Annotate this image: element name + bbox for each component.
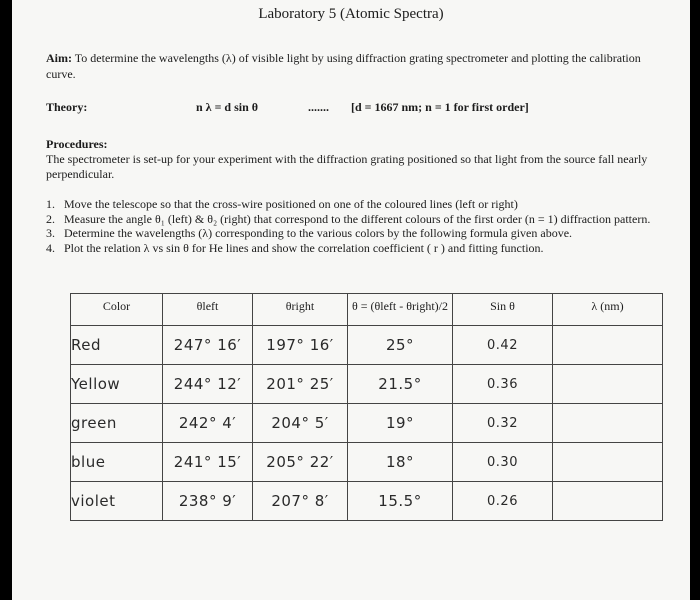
table-row bbox=[71, 482, 663, 521]
step-text: Move the telescope so that the cross-wire positioned on one of the coloured lines (left or right) bbox=[64, 197, 518, 211]
cell-theta-left: 241° 15′ bbox=[163, 443, 253, 482]
step-4: 4. Plot the relation λ vs sin θ for He lines and show the correlation coefficient ( r ) and fitting function. bbox=[46, 240, 544, 255]
cell-theta-right: 201° 25′ bbox=[253, 365, 348, 404]
step-text: Measure the angle θ₁ (left) & θ₂ (right) that correspond to the different colours of the first order (n = 1) diffraction pattern. bbox=[64, 211, 651, 226]
cell-color: blue bbox=[71, 443, 163, 482]
lab-sheet bbox=[12, 0, 690, 600]
cell-theta-right: 204° 5′ bbox=[253, 404, 348, 443]
header-theta: θ = (θleft - θright)/2 bbox=[348, 294, 453, 326]
table-row bbox=[71, 404, 663, 443]
cell-sin-theta: 0.26 bbox=[453, 482, 553, 521]
theory-note: [d = 1667 nm; n = 1 for first order] bbox=[351, 100, 529, 114]
cell-theta-left: 242° 4′ bbox=[163, 404, 253, 443]
header-lambda: λ (nm) bbox=[553, 294, 663, 326]
header-sin-theta: Sin θ bbox=[453, 294, 553, 326]
cell-color: Red bbox=[71, 326, 163, 365]
procedures-intro: The spectrometer is set-up for your experiment with the diffraction grating positioned so that light from the source fall nearly perpendicular. bbox=[46, 152, 648, 181]
cell-sin-theta: 0.32 bbox=[453, 404, 553, 443]
theory-formula: n λ = d sin θ bbox=[196, 100, 259, 114]
cell-theta-right: 207° 8′ bbox=[253, 482, 348, 521]
aim-label: Aim: bbox=[46, 51, 72, 65]
step-text: Plot the relation λ vs sin θ for He lines and show the correlation coefficient ( r ) and fitting function. bbox=[64, 240, 544, 255]
cell-theta: 15.5° bbox=[348, 482, 453, 521]
theory-dots: ....... bbox=[308, 100, 329, 114]
cell-theta-right: 205° 22′ bbox=[253, 443, 348, 482]
header-theta-right: θright bbox=[253, 294, 348, 326]
cell-lambda bbox=[553, 482, 663, 521]
cell-theta: 18° bbox=[348, 443, 453, 482]
cell-sin-theta: 0.42 bbox=[453, 326, 553, 365]
procedures-section bbox=[46, 137, 671, 182]
cell-lambda bbox=[553, 443, 663, 482]
header-theta-left: θleft bbox=[163, 294, 253, 326]
aim-text: To determine the wavelengths (λ) of visible light by using diffraction grating spectrometer and plotting the calibration curve. bbox=[46, 51, 641, 81]
step-1: 1. Move the telescope so that the cross-wire positioned on one of the coloured lines (left or right) bbox=[46, 197, 518, 211]
data-table bbox=[70, 293, 663, 521]
step-3: 3. Determine the wavelengths (λ) corresponding to the various colors by the following formula given above. bbox=[46, 226, 573, 241]
header-color: Color bbox=[71, 294, 163, 326]
cell-theta: 25° bbox=[348, 326, 453, 365]
step-text: Determine the wavelengths (λ) corresponding to the various colors by the following formula given above. bbox=[64, 226, 573, 241]
table-header-row bbox=[71, 294, 663, 326]
theory-label: Theory: bbox=[46, 100, 88, 114]
cell-theta-left: 244° 12′ bbox=[163, 365, 253, 404]
cell-lambda bbox=[553, 365, 663, 404]
cell-theta-left: 247° 16′ bbox=[163, 326, 253, 365]
step-2: 2. Measure the angle θ₁ (left) & θ₂ (right) that correspond to the different colours of the first order (n = 1) diffraction pattern. bbox=[46, 211, 651, 226]
table-row bbox=[71, 443, 663, 482]
table-row bbox=[71, 365, 663, 404]
cell-color: Yellow bbox=[71, 365, 163, 404]
cell-lambda bbox=[553, 404, 663, 443]
cell-color: green bbox=[71, 404, 163, 443]
cell-theta: 21.5° bbox=[348, 365, 453, 404]
cell-theta: 19° bbox=[348, 404, 453, 443]
aim-section bbox=[46, 50, 666, 82]
page-title: Laboratory 5 (Atomic Spectra) bbox=[258, 6, 444, 22]
table-row bbox=[71, 326, 663, 365]
procedures-label: Procedures: bbox=[46, 137, 108, 151]
procedure-steps bbox=[46, 197, 676, 255]
cell-sin-theta: 0.36 bbox=[453, 365, 553, 404]
cell-sin-theta: 0.30 bbox=[453, 443, 553, 482]
cell-color: violet bbox=[71, 482, 163, 521]
cell-theta-left: 238° 9′ bbox=[163, 482, 253, 521]
cell-theta-right: 197° 16′ bbox=[253, 326, 348, 365]
cell-lambda bbox=[553, 326, 663, 365]
